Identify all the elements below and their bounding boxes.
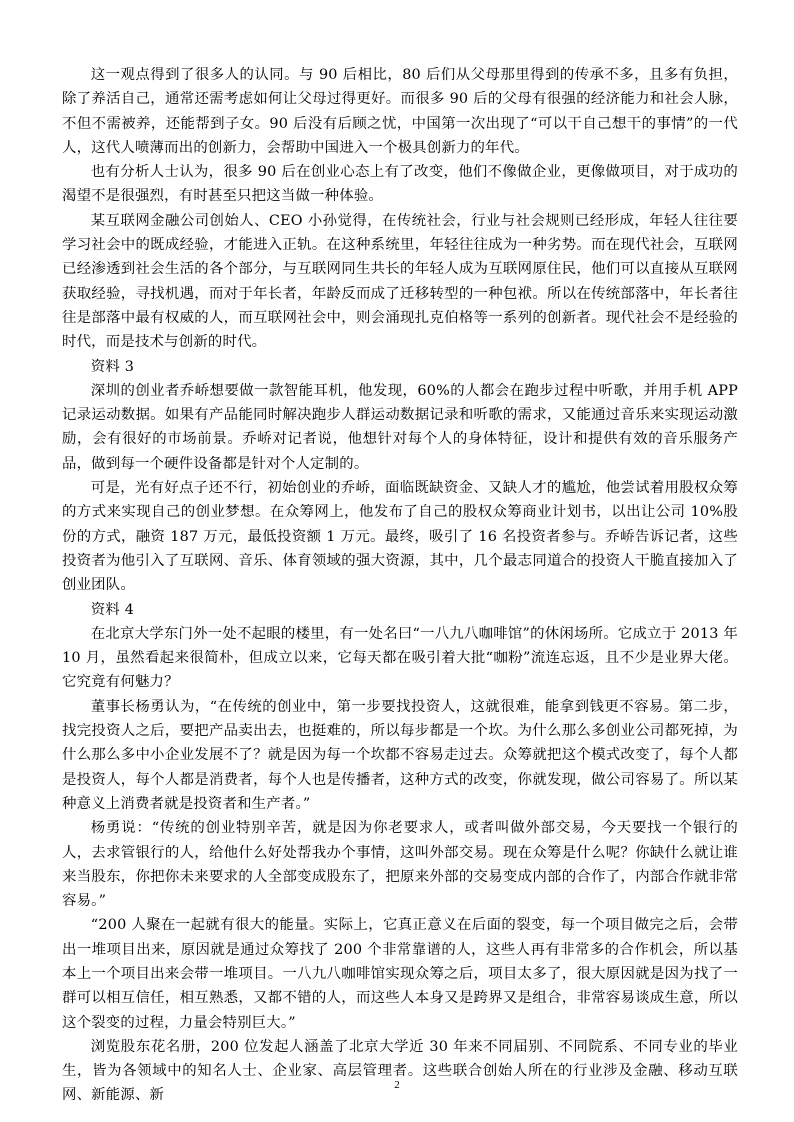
paragraph-7: 董事长杨勇认为，“在传统的创业中，第一步要找投资人，这就很难，能拿到钱更不容易。第二步，找完投资人之后，要把产品卖出去，也挺难的，所以每步都是一个坎。为什么那么多创业公司都死掉，为什么那么多中小企业发展不了？就是因为每一个坎都不容易走过去。众筹就把这个模式改变了，每个人都是投资人，每个人都是消费者，每个人也是传播者，这种方式的改变，你就发现，做公司容易了。所以某种意义上消费者就是投资者和生产者。” — [62, 698, 738, 812]
body-text — [62, 63, 738, 1108]
paragraph-3: 某互联网金融公司创始人、CEO 小孙觉得，在传统社会，行业与社会规则已经形成，年轻人往往要学习社会中的既成经验，才能进入正轨。在这种系统里，年轻往往成为一种劣势。而在现代社会，互联网已经渗透到社会生活的各个部分，与互联网同生共长的年轻人成为互联网原住民，他们可以直接从互联网获取经验，寻找机遇，而对于年长者，年龄反而成了迁移转型的一种包袱。所以在传统部落中，年长者往往是部落中最有权威的人，而互联网社会中，则会涌现扎克伯格等一系列的创新者。现代社会不是经验的时代，而是技术与创新的时代。 — [62, 212, 738, 351]
paragraph-1: 这一观点得到了很多人的认同。与 90 后相比，80 后们从父母那里得到的传承不多，且多有负担，除了养活自己，通常还需考虑如何让父母过得更好。而很多 90 后的父母有很强的经济能力和社会人脉，不但不需被养，还能帮到子女。90 后没有后顾之忧，中国第一次出现了“可以干自己想干的事情”的一代人，这代人喷薄而出的创新力，会帮助中国进入一个极具创新力的年代。 — [62, 67, 738, 156]
paragraph-6: 在北京大学东门外一处不起眼的楼里，有一处名曰“一八九八咖啡馆”的休闲场所。它成立于 2013 年 10 月，虽然看起来很简朴，但成立以来，它每天都在吸引着大批“咖粉”流连忘返，且不少是业界大佬。它究竟有何魅力？ — [62, 625, 738, 691]
paragraph-10: 浏览股东花名册，200 位发起人涵盖了北京大学近 30 年来不同届别、不同院系、不同专业的毕业生，皆为各领域中的知名人士、企业家、高层管理者。这些联合创始人所在的行业涉及金融、移动互联网、新能源、新 — [62, 1038, 738, 1104]
section-heading-material-4: 资料 4 — [90, 601, 135, 618]
page-number: 2 — [394, 1079, 400, 1091]
paragraph-2: 也有分析人士认为，很多 90 后在创业心态上有了改变，他们不像做企业，更像做项目，对于成功的渴望不是很强烈，有时甚至只把这当做一种体验。 — [62, 164, 738, 205]
paragraph-4: 深圳的创业者乔峤想要做一款智能耳机，他发现，60%的人都会在跑步过程中听歌，并用手机 APP 记录运动数据。如果有产品能同时解决跑步人群运动数据记录和听歌的需求，又能通过音乐来实现运动激励，会有很好的市场前景。乔峤对记者说，他想针对每个人的身体特征，设计和提供有效的音乐服务产品，做到每一个硬件设备都是针对个人定制的。 — [62, 382, 738, 472]
section-heading-material-3: 资料 3 — [90, 358, 135, 375]
paragraph-9: “200 人聚在一起就有很大的能量。实际上，它真正意义在后面的裂变，每一个项目做完之后，会带出一堆项目出来，原因就是通过众筹找了 200 个非常靠谱的人，这些人再有非常多的合作机会，所以基本上一个项目出来会带一堆项目。一八九八咖啡馆实现众筹之后，项目太多了，很大原因就是因为找了一群可以相互信任，相互熟悉，又都不错的人，而这些人本身又是跨界又是组合，非常容易谈成生意，所以这个裂变的过程，力量会特别巨大。” — [62, 917, 738, 1031]
paragraph-5: 可是，光有好点子还不行，初始创业的乔峤，面临既缺资金、又缺人才的尴尬，他尝试着用股权众筹的方式来实现自己的创业梦想。在众筹网上，他发布了自己的股权众筹商业计划书，以出让公司 10%股份的方式，融资 187 万元，最低投资额 1 万元。最终，吸引了 16 名投资者参与。乔峤告诉记者，这些投资者为他引入了互联网、音乐、体育领域的强大资源，其中，几个最志同道合的投资人干脆直接加入了创业团队。 — [62, 480, 738, 594]
paragraph-8: 杨勇说：“传统的创业特别辛苦，就是因为你老要求人，或者叫做外部交易，今天要找一个银行的人，去求管银行的人，给他什么好处帮我办个事情，这叫外部交易。现在众筹是什么呢？你缺什么就让谁来当股东，你把你未来要求的人全部变成股东了，把原来外部的交易变成内部的合作了，内部合作就非常容易。” — [62, 820, 738, 910]
